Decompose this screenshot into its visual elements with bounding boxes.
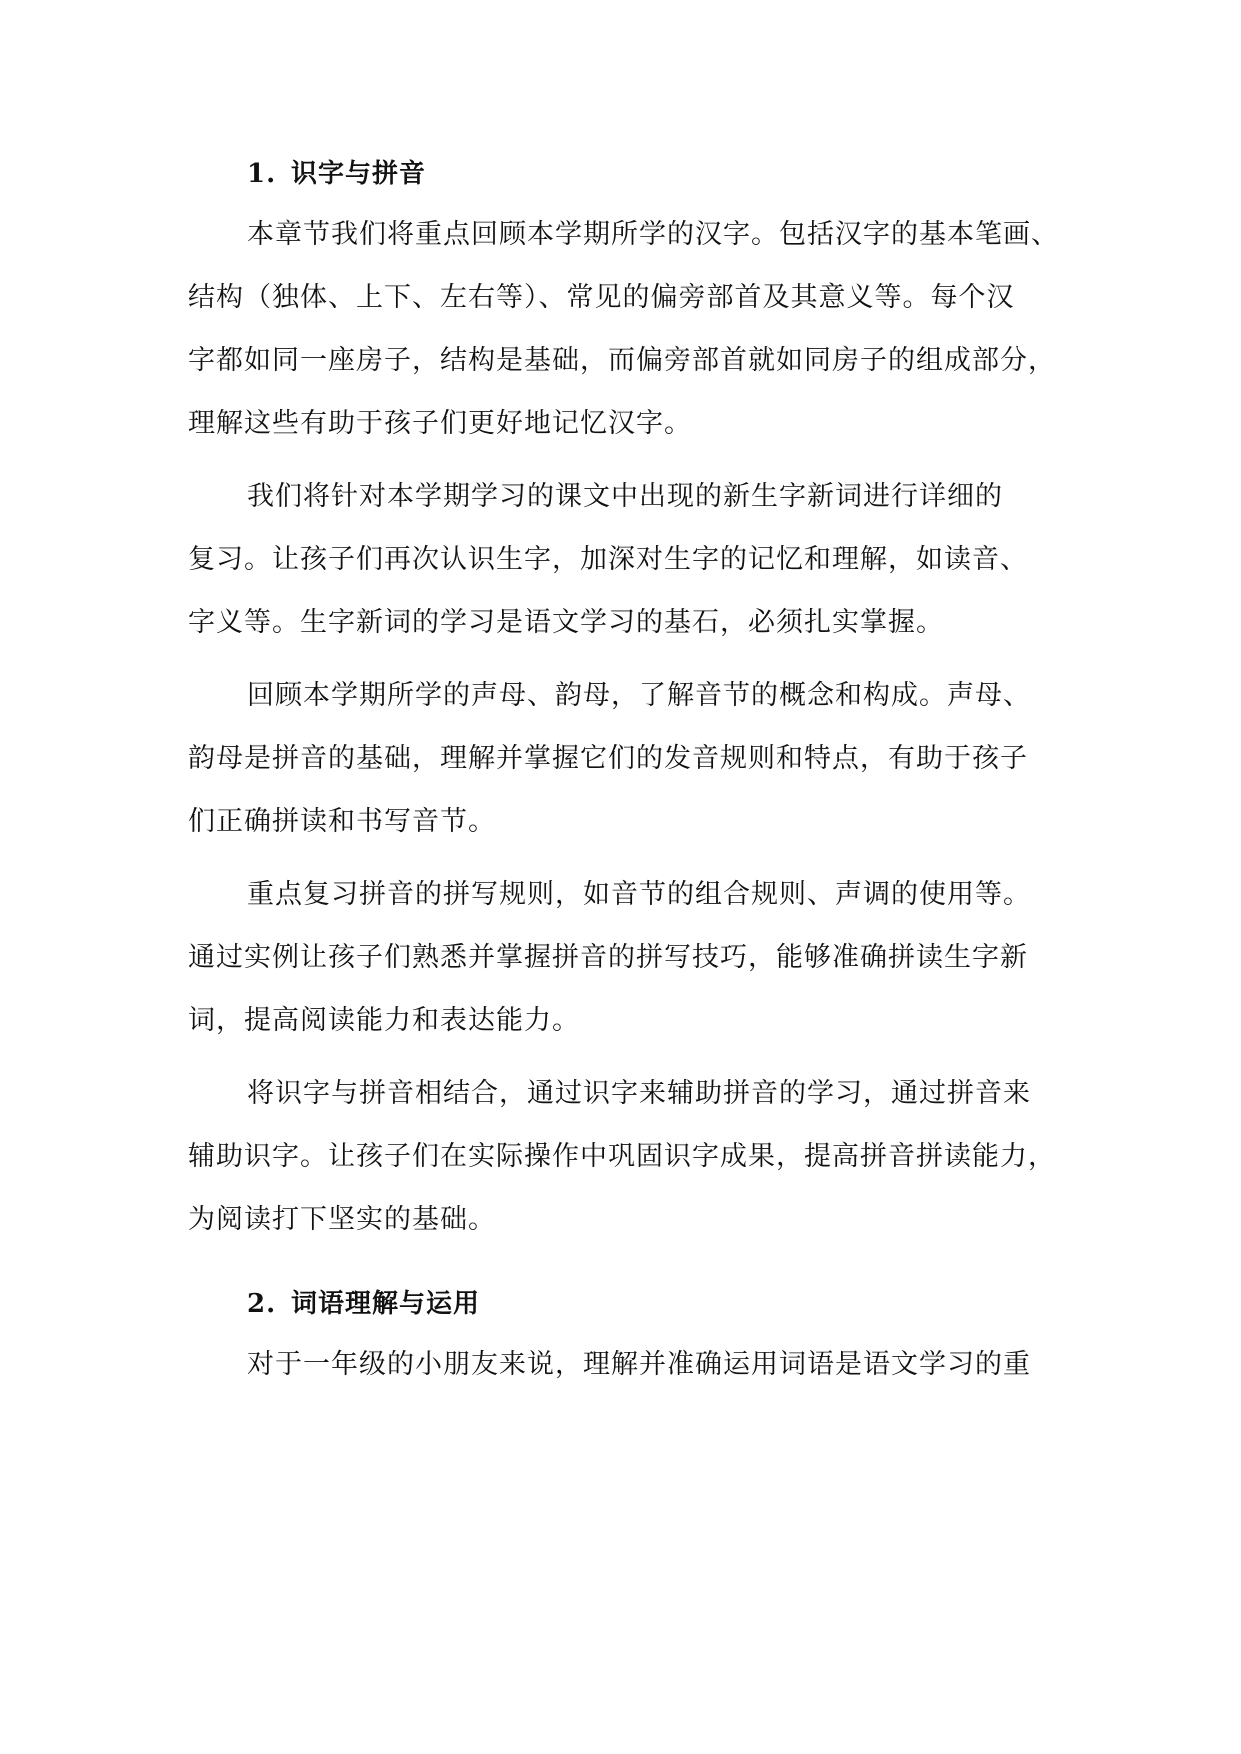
paragraph-line: 辅助识字。让孩子们在实际操作中巩固识字成果，提高拼音拼读能力，	[188, 1141, 1056, 1172]
section-title: 词语理解与运用	[291, 1289, 481, 1319]
section-heading-2	[247, 1283, 480, 1320]
paragraph-line: 重点复习拼音的拼写规则，如音节的组合规则、声调的使用等。	[247, 879, 1031, 910]
paragraph-line: 通过实例让孩子们熟悉并掌握拼音的拼写技巧，能够准确拼读生字新	[188, 942, 1028, 973]
paragraph-line: 为阅读打下坚实的基础。	[188, 1204, 496, 1235]
paragraph-line: 回顾本学期所学的声母、韵母，了解音节的概念和构成。声母、	[247, 680, 1031, 711]
paragraph-line: 将识字与拼音相结合，通过识字来辅助拼音的学习，通过拼音来	[247, 1078, 1031, 1109]
paragraph-line: 们正确拼读和书写音节。	[188, 806, 496, 837]
paragraph-line: 字都如同一座房子，结构是基础，而偏旁部首就如同房子的组成部分，	[188, 345, 1056, 376]
section-title: 识字与拼音	[291, 159, 427, 189]
paragraph-line: 字义等。生字新词的学习是语文学习的基石，必须扎实掌握。	[188, 607, 944, 638]
paragraph-line: 复习。让孩子们再次认识生字，加深对生字的记忆和理解，如读音、	[188, 544, 1028, 575]
paragraph-line: 结构（独体、上下、左右等）、常见的偏旁部首及其意义等。每个汉	[188, 282, 1015, 313]
paragraph-line: 我们将针对本学期学习的课文中出现的新生字新词进行详细的	[247, 481, 1003, 512]
section-number: 1.	[247, 159, 277, 189]
paragraph-line: 词，提高阅读能力和表达能力。	[188, 1005, 580, 1036]
section-heading-1	[247, 153, 426, 190]
paragraph-line: 本章节我们将重点回顾本学期所学的汉字。包括汉字的基本笔画、	[247, 219, 1059, 250]
paragraph-line: 韵母是拼音的基础，理解并掌握它们的发音规则和特点，有助于孩子	[188, 743, 1028, 774]
paragraph-line: 对于一年级的小朋友来说，理解并准确运用词语是语文学习的重	[247, 1349, 1031, 1380]
section-number: 2.	[247, 1289, 277, 1319]
paragraph-line: 理解这些有助于孩子们更好地记忆汉字。	[188, 408, 692, 439]
